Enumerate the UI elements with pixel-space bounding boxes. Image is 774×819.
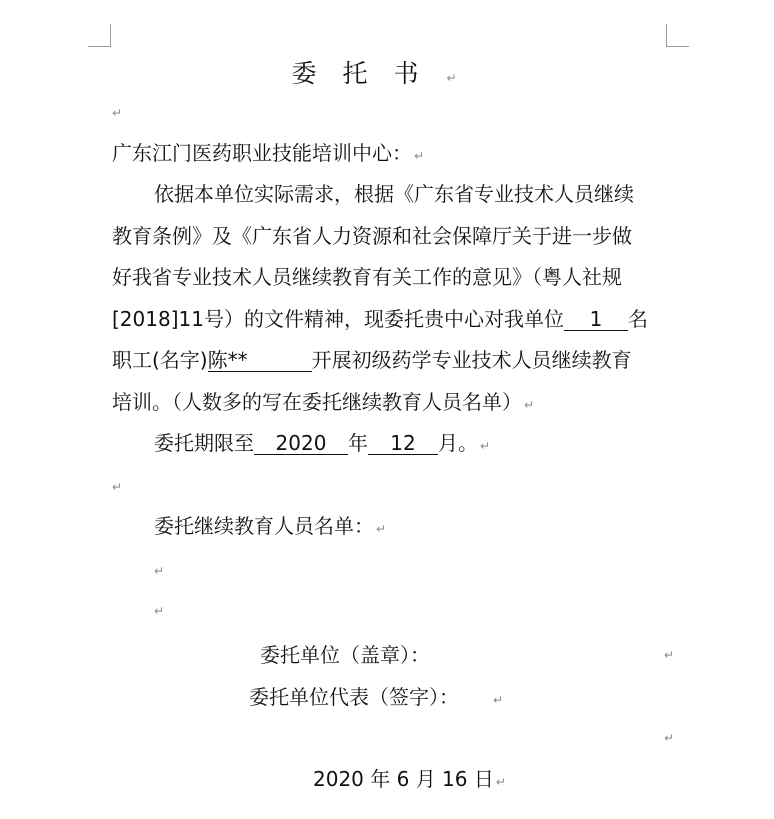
paragraph-mark-icon: ↵ <box>446 71 483 85</box>
paragraph-mark-icon: ↵ <box>112 480 123 494</box>
paragraph-mark-icon: ↵ <box>112 106 123 120</box>
term-year-field: 2020 <box>254 432 348 455</box>
document-title: 委托书 ↵ <box>291 59 483 88</box>
paragraph-mark-icon: ↵ <box>154 604 165 618</box>
addressee: 广东江门医药职业技能培训中心： ↵ <box>112 141 425 165</box>
paragraph-line-6: 培训。（人数多的写在委托继续教育人员名单） ↵ <box>112 390 535 414</box>
paragraph-line-5: 职工(名字)陈** 开展初级药学专业技术人员继续教育 <box>112 348 632 372</box>
list-label: 委托继续教育人员名单： ↵ <box>154 514 387 538</box>
paragraph-mark-icon: ↵ <box>664 648 675 662</box>
paragraph-line-4: [2018]11号）的文件精神，现委托贵中心对我单位 1 名 <box>112 307 648 331</box>
signature-representative: 委托单位代表（签字）： ↵ <box>249 685 504 709</box>
term-line: 委托期限至 2020 年 12 月。 ↵ <box>154 431 491 455</box>
count-field: 1 <box>564 308 628 331</box>
signature-unit: 委托单位（盖章）： <box>260 643 430 667</box>
term-month-field: 12 <box>368 432 438 455</box>
page-corner-top-left <box>88 24 111 47</box>
staff-name-field: 陈** <box>208 349 312 372</box>
paragraph-line-3: 好我省专业技术人员继续教育有关工作的意见》（粤人社规 <box>112 265 622 289</box>
paragraph-mark-icon: ↵ <box>154 564 165 578</box>
page-corner-top-right <box>666 24 689 47</box>
signature-date: 2020 年 6 月 16 日 ↵ <box>313 767 506 791</box>
paragraph-line-2: 教育条例》及《广东省人力资源和社会保障厅关于进一步做 <box>112 224 632 248</box>
paragraph-mark-icon: ↵ <box>664 731 675 745</box>
paragraph-line-1: 依据本单位实际需求，根据《广东省专业技术人员继续 <box>154 182 634 206</box>
